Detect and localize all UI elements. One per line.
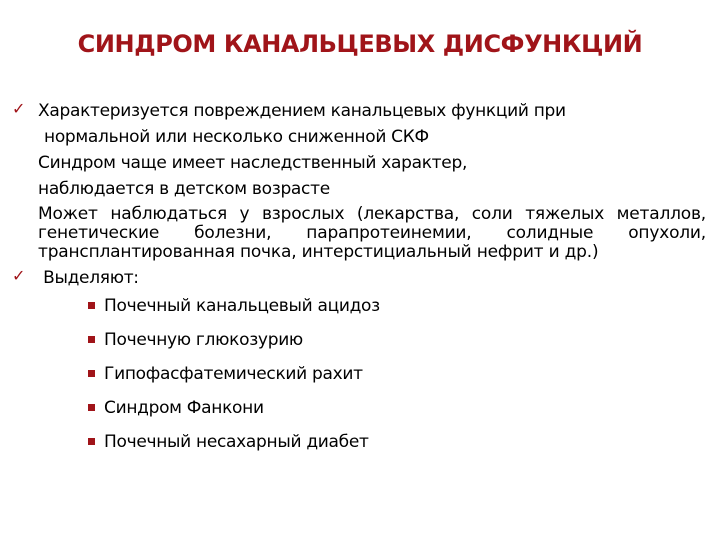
- square-bullet-icon: [88, 404, 95, 411]
- list-item-label: Почечную глюкозурию: [104, 330, 303, 350]
- checkmark-icon: ✓: [12, 99, 26, 118]
- bullet-line: Выделяют:: [38, 268, 139, 288]
- list-item: [6, 365, 706, 384]
- slide-title: СИНДРОМ КАНАЛЬЦЕВЫХ ДИСФУНКЦИЙ: [77, 30, 643, 58]
- square-bullet-icon: [88, 370, 95, 377]
- list-item: [6, 433, 706, 452]
- square-bullet-icon: [88, 336, 95, 343]
- list-item: [6, 399, 706, 418]
- list-item-label: Почечный несахарный диабет: [104, 432, 369, 452]
- square-bullet-icon: [88, 302, 95, 309]
- list-item-label: Гипофасфатемический рахит: [104, 364, 363, 384]
- list-item-label: Почечный канальцевый ацидоз: [104, 296, 380, 316]
- bullet-types: [6, 265, 706, 291]
- paragraph-hereditary: Синдром чаще имеет наследственный характер, наблюдается в детском возрасте: [38, 153, 468, 199]
- types-list: [6, 297, 706, 452]
- bullet-line: нормальной или несколько сниженной СКФ: [44, 127, 429, 147]
- bullet-line: Характеризуется повреждением канальцевых функций при: [38, 101, 566, 121]
- square-bullet-icon: [88, 438, 95, 445]
- slide-content: [6, 98, 706, 467]
- list-item: [6, 331, 706, 350]
- bullet-characteristics: [6, 98, 706, 150]
- checkmark-icon: ✓: [12, 266, 26, 285]
- list-item: [6, 297, 706, 316]
- list-item-label: Синдром Фанкони: [104, 398, 264, 418]
- paragraph-adults: Может наблюдаться у взрослых (лекарства, соли тяжелых металлов, генетические болезни, парапротеинемии, солидные опухоли, трансплантированная почка, интерстициальный нефрит и др.): [38, 204, 706, 262]
